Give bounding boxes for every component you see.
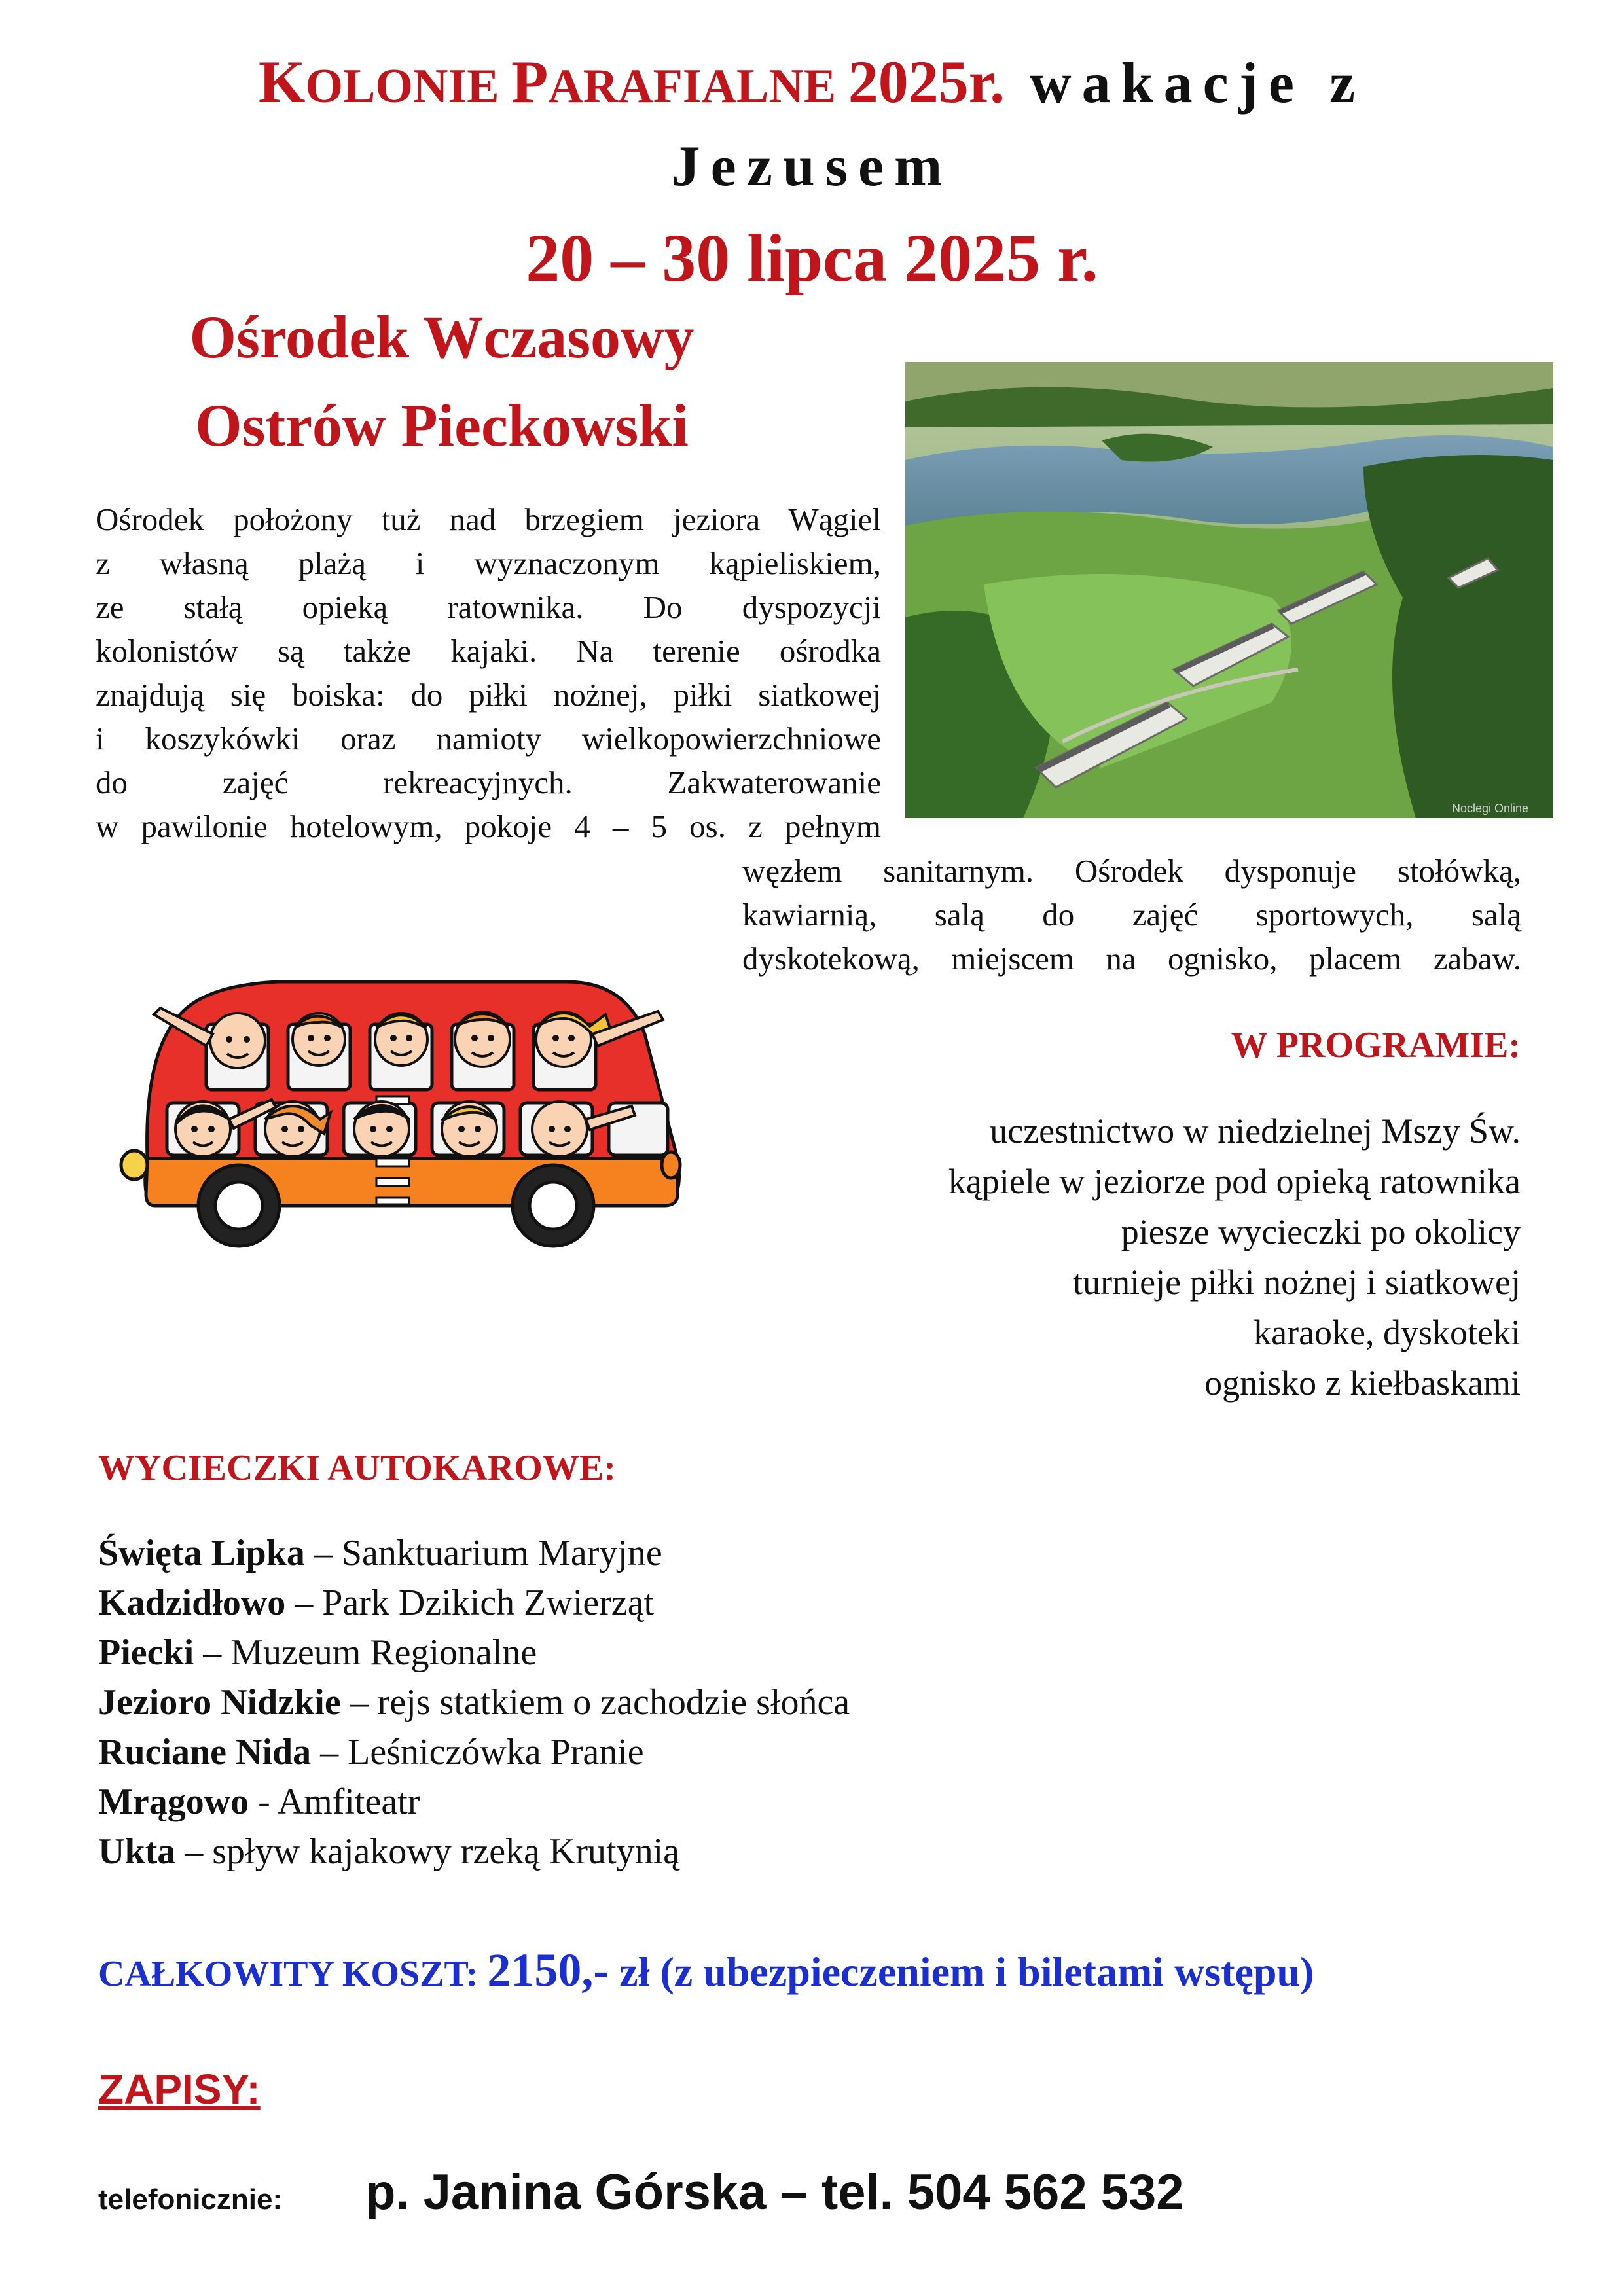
signup-contact: [98, 2160, 1184, 2239]
cost-amount: 2150,-: [487, 1944, 609, 1996]
trip-separator: –: [285, 1583, 323, 1623]
trip-item: [98, 1628, 850, 1677]
contact-method-label: telefonicznie:: [98, 2183, 283, 2215]
resort-aerial-photo: [905, 362, 1553, 818]
description-line: do zajęć rekreacyjnych. Zakwaterowanie: [96, 764, 881, 800]
trip-separator: –: [340, 1682, 378, 1723]
trip-place: Ruciane Nida: [98, 1732, 312, 1772]
description-line: z własną plażą i wyznaczonym kąpieliskiem,: [96, 545, 881, 581]
contact-person-phone: p. Janina Górska – tel. 504 562 532: [365, 2164, 1184, 2220]
title-initial-k: K: [258, 48, 306, 115]
trip-place: Piecki: [98, 1632, 194, 1673]
title-parafialne-rest: ARAFIALNE: [548, 60, 848, 113]
trip-item: [98, 1677, 850, 1727]
trips-list: [98, 1528, 850, 1876]
camp-dates: 20 – 30 lipca 2025 r.: [526, 221, 1098, 296]
trip-item: [98, 1528, 850, 1578]
venue-name-line-1: Ośrodek Wczasowy: [189, 304, 695, 370]
trip-detail: Amfiteatr: [277, 1782, 420, 1822]
photo-watermark: Noclegi Online: [1452, 802, 1529, 815]
venue-name-line-2: Ostrów Pieckowski: [195, 392, 689, 459]
cost-details: zł (z ubezpieczeniem i biletami wstępu): [609, 1948, 1314, 1995]
program-item: ognisko z kiełbaskami: [1204, 1363, 1521, 1403]
trip-detail: Muzeum Regionalne: [230, 1632, 537, 1673]
bus-with-kids-illustration: [108, 962, 717, 1263]
trip-place: Mrągowo: [98, 1782, 249, 1822]
resort-description: [96, 497, 881, 848]
resort-description-continued: [742, 849, 1521, 980]
program-item: uczestnictwo w niedzielnej Mszy Św.: [990, 1111, 1521, 1151]
trip-detail: Leśniczówka Pranie: [348, 1732, 644, 1772]
trip-separator: -: [249, 1782, 278, 1822]
trip-detail: spływ kajakowy rzeką Krutynią: [212, 1831, 680, 1872]
trip-place: Jezioro Nidzkie: [98, 1682, 341, 1723]
description-line: w pawilonie hotelowym, pokoje 4 – 5 os. z pełnym: [96, 808, 881, 844]
program-item: piesze wycieczki po okolicy: [1121, 1212, 1521, 1251]
trip-item: [98, 1578, 850, 1628]
program-list: [670, 1106, 1521, 1408]
description-line: kolonistów są także kajaki. Na terenie ośrodka: [96, 633, 881, 669]
trip-detail: Sanktuarium Maryjne: [341, 1533, 662, 1573]
trip-item: [98, 1827, 850, 1876]
trip-detail: rejs statkiem o zachodzie słońca: [377, 1682, 850, 1723]
description-line: węzłem sanitarnym. Ośrodek dysponuje stołówką,: [742, 853, 1521, 889]
description-line: znajdują się boiska: do piłki nożnej, piłki siatkowej: [96, 677, 881, 713]
cost-label: CAŁKOWITY KOSZT:: [98, 1954, 488, 1994]
program-item: turnieje piłki nożnej i siatkowej: [1073, 1263, 1521, 1302]
total-cost: [98, 1937, 1314, 2016]
trips-heading: WYCIECZKI AUTOKAROWE:: [98, 1448, 616, 1488]
poster-title: [0, 46, 1624, 122]
trip-item: [98, 1727, 850, 1777]
title-line-2: Jezusem: [671, 135, 953, 198]
program-item: kąpiele w jeziorze pod opieką ratownika: [948, 1162, 1521, 1201]
description-line: dyskotekową, miejscem na ognisko, placem zabaw.: [742, 941, 1521, 977]
program-item: karaoke, dyskoteki: [1254, 1313, 1521, 1352]
trip-place: Ukta: [98, 1831, 176, 1872]
description-line: ze stałą opieką ratownika. Do dyspozycji: [96, 589, 881, 625]
trip-item: [98, 1777, 850, 1827]
description-line: kawiarnią, salą do zajęć sportowych, salą: [742, 897, 1521, 933]
trip-separator: –: [194, 1632, 231, 1673]
trip-separator: –: [175, 1831, 213, 1872]
trip-place: Święta Lipka: [98, 1533, 305, 1573]
title-year: 2025r.: [848, 48, 1005, 115]
trip-separator: –: [311, 1732, 348, 1772]
description-line: Ośrodek położony tuż nad brzegiem jeziora Wągiel: [96, 501, 881, 537]
title-kolonie-rest: OLONIE: [305, 60, 512, 113]
trip-detail: Park Dzikich Zwierząt: [322, 1583, 655, 1623]
signup-heading: ZAPISY:: [98, 2066, 261, 2113]
title-tail: wakacje z: [1005, 52, 1366, 115]
trip-place: Kadzidłowo: [98, 1583, 286, 1623]
trip-separator: –: [304, 1533, 342, 1573]
description-line: i koszykówki oraz namioty wielkopowierzchniowe: [96, 721, 881, 757]
title-initial-p: P: [511, 48, 549, 115]
program-heading: W PROGRAMIE:: [1231, 1025, 1521, 1066]
